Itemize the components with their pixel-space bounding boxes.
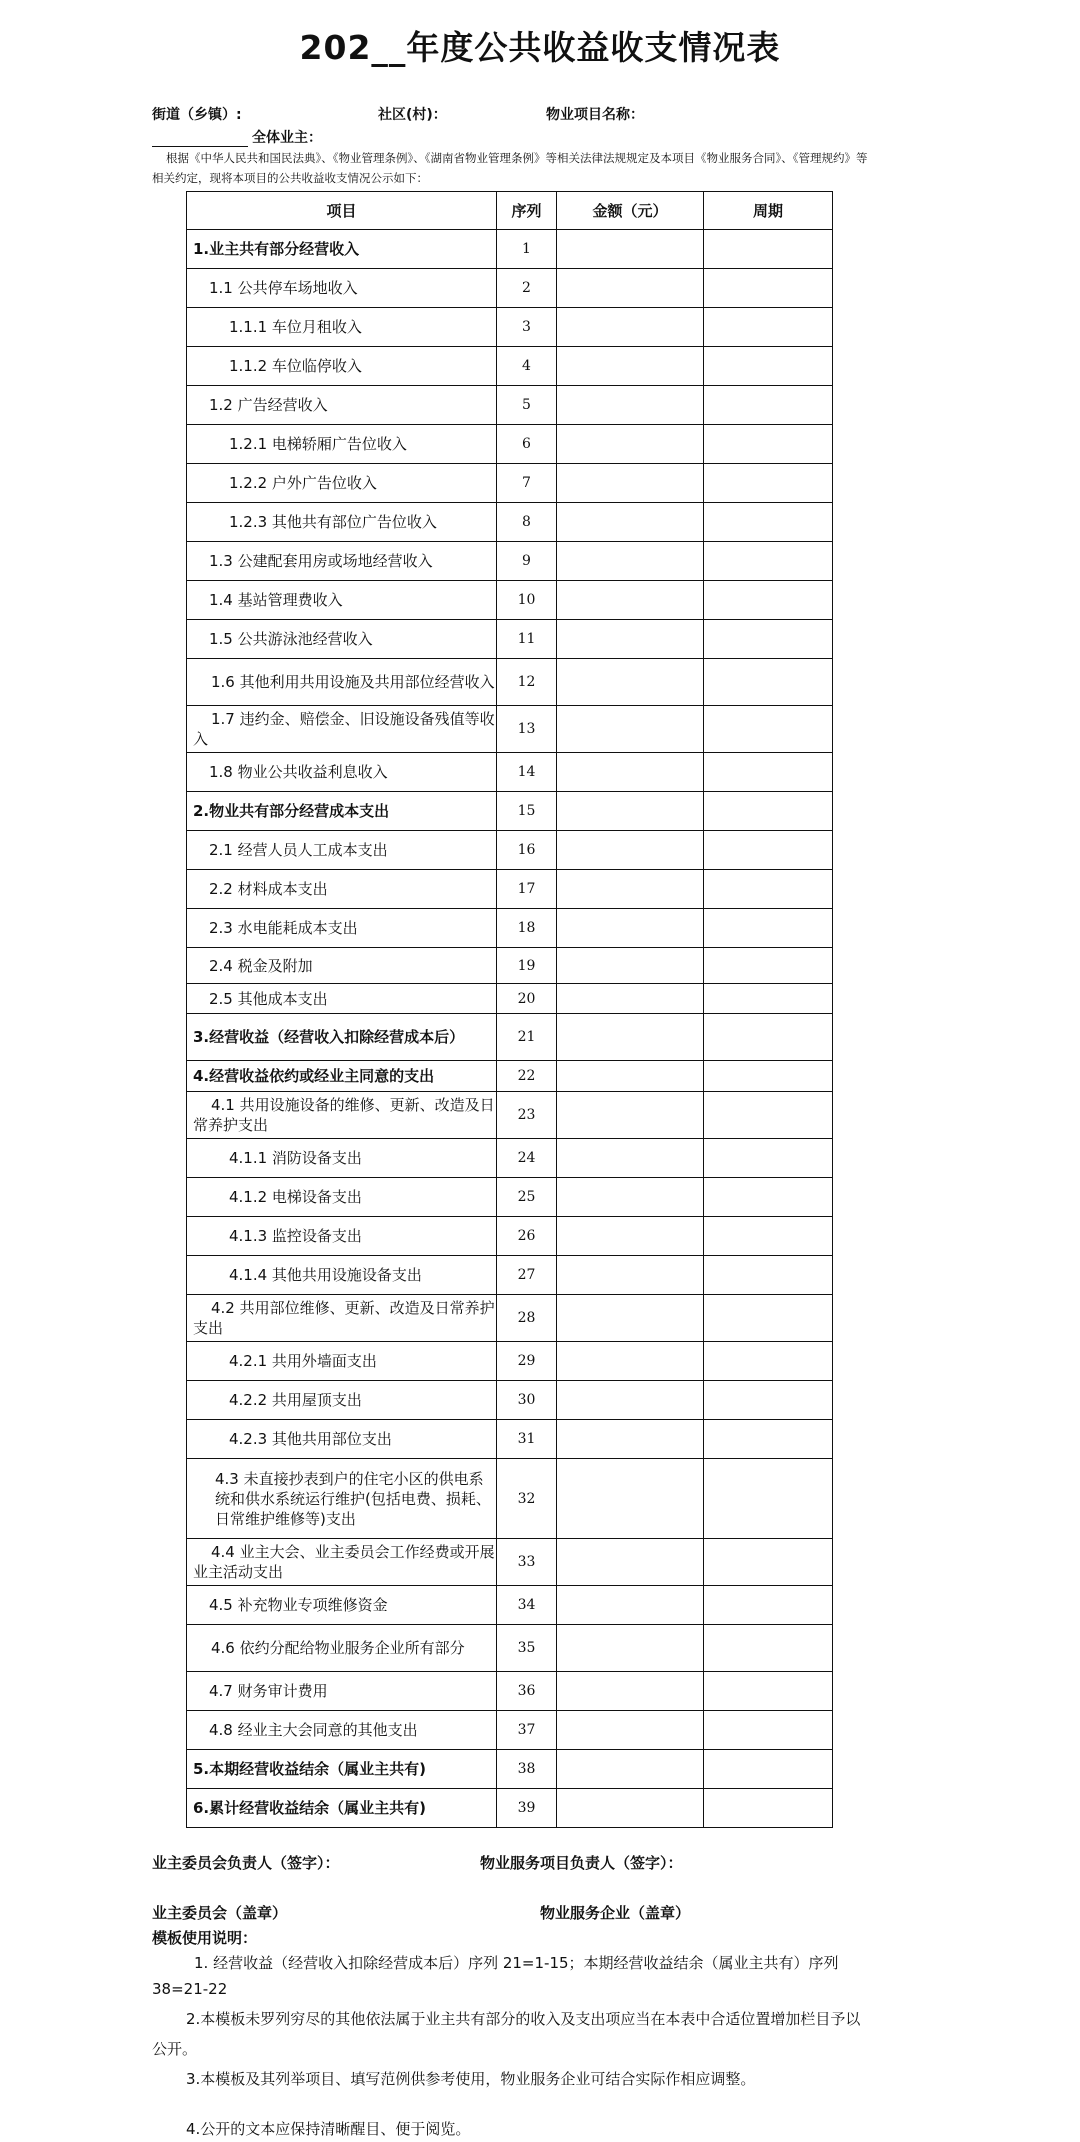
intro-paragraph: 根据《中华人民共和国民法典》、《物业管理条例》、《湖南省物业管理条例》等相关法律法规规定及本项目《物业服务合同》、《管理规约》等相关约定，现将本项目的公共收益收支情况公示如下： — [152, 151, 868, 185]
row-item-label: 4.2 共用部位维修、更新、改造及日常养护支出 — [187, 1295, 497, 1342]
table-row — [187, 1711, 833, 1750]
table-row — [187, 659, 833, 706]
row-period-cell[interactable] — [704, 1625, 833, 1672]
table-row — [187, 792, 833, 831]
row-seq: 20 — [497, 984, 557, 1014]
table-row — [187, 503, 833, 542]
row-amount-cell[interactable] — [557, 909, 704, 948]
row-seq: 37 — [497, 1711, 557, 1750]
row-item-label: 2.物业共有部分经营成本支出 — [187, 792, 497, 831]
row-amount-cell[interactable] — [557, 1625, 704, 1672]
row-amount-cell[interactable] — [557, 1539, 704, 1586]
table-row — [187, 1625, 833, 1672]
table-row — [187, 1256, 833, 1295]
row-amount-cell[interactable] — [557, 542, 704, 581]
note-1: 1. 经营收益（经营收入扣除经营成本后）序列 21=1-15；本期经营收益结余（属业主共有）序列 38=21-22 — [152, 1954, 839, 1998]
row-item-label: 4.4 业主大会、业主委员会工作经费或开展业主活动支出 — [187, 1539, 497, 1586]
header-item: 项目 — [187, 192, 497, 230]
row-amount-cell[interactable] — [557, 1459, 704, 1539]
row-item-label: 1.1 公共停车场地收入 — [187, 269, 497, 308]
table-row — [187, 581, 833, 620]
row-period-cell[interactable] — [704, 706, 833, 753]
row-seq: 34 — [497, 1586, 557, 1625]
table-row — [187, 1586, 833, 1625]
row-seq: 27 — [497, 1256, 557, 1295]
row-item-label: 1.5 公共游泳池经营收入 — [187, 620, 497, 659]
header-amount: 金额（元） — [557, 192, 704, 230]
row-amount-cell[interactable] — [557, 1750, 704, 1789]
row-amount-cell[interactable] — [557, 753, 704, 792]
row-item-label: 1.7 违约金、赔偿金、旧设施设备残值等收入 — [187, 706, 497, 753]
row-seq: 11 — [497, 620, 557, 659]
row-period-cell[interactable] — [704, 1539, 833, 1586]
row-item-label: 1.8 物业公共收益利息收入 — [187, 753, 497, 792]
row-period-cell[interactable] — [704, 1459, 833, 1539]
row-amount-cell[interactable] — [557, 1381, 704, 1420]
row-item-label: 5.本期经营收益结余（属业主共有) — [187, 1750, 497, 1789]
table-row — [187, 620, 833, 659]
row-amount-cell[interactable] — [557, 1092, 704, 1139]
row-amount-cell[interactable] — [557, 659, 704, 706]
income-expense-table — [186, 191, 833, 1828]
table-row — [187, 706, 833, 753]
table-header-row — [187, 192, 833, 230]
table-row — [187, 1420, 833, 1459]
table-row — [187, 1672, 833, 1711]
row-item-label: 4.7 财务审计费用 — [187, 1672, 497, 1711]
row-item-label: 4.3 未直接抄表到户的住宅小区的供电系统和供水系统运行维护(包括电费、损耗、日常维护维修等)支出 — [187, 1459, 497, 1539]
row-amount-cell[interactable] — [557, 347, 704, 386]
row-period-cell[interactable] — [704, 1381, 833, 1420]
row-period-cell[interactable] — [704, 425, 833, 464]
row-item-label: 1.6 其他利用共用设施及共用部位经营收入 — [187, 659, 497, 706]
row-period-cell[interactable] — [704, 1217, 833, 1256]
row-period-cell[interactable] — [704, 753, 833, 792]
row-period-cell[interactable] — [704, 1420, 833, 1459]
table-row — [187, 1381, 833, 1420]
row-amount-cell[interactable] — [557, 386, 704, 425]
row-amount-cell[interactable] — [557, 620, 704, 659]
row-period-cell[interactable] — [704, 1342, 833, 1381]
table-row — [187, 1750, 833, 1789]
table-row — [187, 1178, 833, 1217]
table-row — [187, 831, 833, 870]
table-row — [187, 464, 833, 503]
row-seq: 32 — [497, 1459, 557, 1539]
table-row — [187, 1295, 833, 1342]
row-item-label: 1.3 公建配套用房或场地经营收入 — [187, 542, 497, 581]
row-period-cell[interactable] — [704, 1711, 833, 1750]
row-item-label: 4.6 依约分配给物业服务企业所有部分 — [187, 1625, 497, 1672]
row-period-cell[interactable] — [704, 831, 833, 870]
row-seq: 1 — [497, 230, 557, 269]
row-period-cell[interactable] — [704, 347, 833, 386]
row-seq: 6 — [497, 425, 557, 464]
note-2: 2.本模板未罗列穷尽的其他依法属于业主共有部分的收入及支出项应当在本表中合适位置增加栏目予以公开。 — [152, 2010, 861, 2058]
row-period-cell[interactable] — [704, 1014, 833, 1061]
page-title: 202__年度公共收益收支情况表 — [299, 28, 781, 67]
row-seq: 13 — [497, 706, 557, 753]
row-period-cell[interactable] — [704, 1789, 833, 1828]
row-seq: 10 — [497, 581, 557, 620]
row-seq: 12 — [497, 659, 557, 706]
row-amount-cell[interactable] — [557, 1295, 704, 1342]
committee-sign-label: 业主委员会负责人（签字）： — [152, 1854, 340, 1872]
table-row — [187, 948, 833, 984]
row-period-cell[interactable] — [704, 1586, 833, 1625]
row-item-label: 3.经营收益（经营收入扣除经营成本后） — [187, 1014, 497, 1061]
row-seq: 35 — [497, 1625, 557, 1672]
property-seal-label: 物业服务企业（盖章） — [540, 1904, 691, 1922]
row-seq: 39 — [497, 1789, 557, 1828]
row-amount-cell[interactable] — [557, 1217, 704, 1256]
row-amount-cell[interactable] — [557, 308, 704, 347]
addressee-label: 全体业主： — [252, 130, 322, 146]
table-row — [187, 269, 833, 308]
row-seq: 21 — [497, 1014, 557, 1061]
row-period-cell[interactable] — [704, 1295, 833, 1342]
row-amount-cell[interactable] — [557, 1586, 704, 1625]
row-period-cell[interactable] — [704, 1672, 833, 1711]
row-amount-cell[interactable] — [557, 1139, 704, 1178]
row-item-label: 4.1.2 电梯设备支出 — [187, 1178, 497, 1217]
row-seq: 31 — [497, 1420, 557, 1459]
row-amount-cell[interactable] — [557, 230, 704, 269]
row-seq: 25 — [497, 1178, 557, 1217]
row-amount-cell[interactable] — [557, 831, 704, 870]
row-amount-cell[interactable] — [557, 503, 704, 542]
row-item-label: 6.累计经营收益结余（属业主共有) — [187, 1789, 497, 1828]
table-row — [187, 1539, 833, 1586]
row-item-label: 4.1.4 其他共用设施设备支出 — [187, 1256, 497, 1295]
row-item-label: 1.1.1 车位月租收入 — [187, 308, 497, 347]
row-item-label: 2.5 其他成本支出 — [187, 984, 497, 1014]
row-period-cell[interactable] — [704, 909, 833, 948]
row-amount-cell[interactable] — [557, 948, 704, 984]
committee-seal-label: 业主委员会（盖章） — [152, 1904, 288, 1922]
row-seq: 30 — [497, 1381, 557, 1420]
row-item-label: 2.4 税金及附加 — [187, 948, 497, 984]
row-period-cell[interactable] — [704, 542, 833, 581]
row-seq: 19 — [497, 948, 557, 984]
addressee — [152, 127, 322, 147]
row-amount-cell[interactable] — [557, 870, 704, 909]
row-amount-cell[interactable] — [557, 1342, 704, 1381]
table-row — [187, 753, 833, 792]
row-item-label: 4.2.2 共用屋顶支出 — [187, 1381, 497, 1420]
table-row — [187, 1139, 833, 1178]
row-amount-cell[interactable] — [557, 984, 704, 1014]
row-amount-cell[interactable] — [557, 1420, 704, 1459]
row-item-label: 1.2 广告经营收入 — [187, 386, 497, 425]
row-amount-cell[interactable] — [557, 706, 704, 753]
row-item-label: 4.1.3 监控设备支出 — [187, 1217, 497, 1256]
table-row — [187, 909, 833, 948]
row-amount-cell[interactable] — [557, 1672, 704, 1711]
table-row — [187, 230, 833, 269]
row-item-label: 4.1 共用设施设备的维修、更新、改造及日常养护支出 — [187, 1092, 497, 1139]
header-seq: 序列 — [497, 192, 557, 230]
header-period: 周期 — [704, 192, 833, 230]
row-item-label: 2.1 经营人员人工成本支出 — [187, 831, 497, 870]
row-seq: 9 — [497, 542, 557, 581]
row-seq: 18 — [497, 909, 557, 948]
row-seq: 38 — [497, 1750, 557, 1789]
table-row — [187, 1459, 833, 1539]
row-amount-cell[interactable] — [557, 1014, 704, 1061]
row-period-cell[interactable] — [704, 620, 833, 659]
row-period-cell[interactable] — [704, 1061, 833, 1092]
row-item-label: 1.业主共有部分经营收入 — [187, 230, 497, 269]
row-seq: 5 — [497, 386, 557, 425]
table-row — [187, 425, 833, 464]
row-item-label: 1.4 基站管理费收入 — [187, 581, 497, 620]
row-seq: 24 — [497, 1139, 557, 1178]
addressee-blank — [152, 132, 248, 147]
table-row — [187, 1061, 833, 1092]
row-period-cell[interactable] — [704, 581, 833, 620]
row-item-label: 4.经营收益依约或经业主同意的支出 — [187, 1061, 497, 1092]
table-row — [187, 1092, 833, 1139]
row-seq: 17 — [497, 870, 557, 909]
row-seq: 36 — [497, 1672, 557, 1711]
row-period-cell[interactable] — [704, 1750, 833, 1789]
row-period-cell[interactable] — [704, 308, 833, 347]
row-amount-cell[interactable] — [557, 425, 704, 464]
row-period-cell[interactable] — [704, 386, 833, 425]
table-row — [187, 984, 833, 1014]
table-row — [187, 1217, 833, 1256]
row-item-label: 1.2.2 户外广告位收入 — [187, 464, 497, 503]
row-period-cell[interactable] — [704, 984, 833, 1014]
street-label: 街道（乡镇）: — [152, 107, 242, 123]
row-seq: 7 — [497, 464, 557, 503]
row-amount-cell[interactable] — [557, 1061, 704, 1092]
row-period-cell[interactable] — [704, 948, 833, 984]
table-row — [187, 308, 833, 347]
row-item-label: 4.1.1 消防设备支出 — [187, 1139, 497, 1178]
row-amount-cell[interactable] — [557, 269, 704, 308]
property-sign-label: 物业服务项目负责人（签字）： — [480, 1854, 683, 1872]
row-item-label: 4.2.1 共用外墙面支出 — [187, 1342, 497, 1381]
row-amount-cell[interactable] — [557, 1789, 704, 1828]
row-amount-cell[interactable] — [557, 1711, 704, 1750]
row-item-label: 4.2.3 其他共用部位支出 — [187, 1420, 497, 1459]
row-period-cell[interactable] — [704, 1256, 833, 1295]
community-label: 社区(村)： — [378, 107, 447, 123]
project-name-label: 物业项目名称： — [546, 107, 644, 123]
row-seq: 16 — [497, 831, 557, 870]
row-period-cell[interactable] — [704, 230, 833, 269]
row-period-cell[interactable] — [704, 464, 833, 503]
row-amount-cell[interactable] — [557, 1178, 704, 1217]
row-seq: 15 — [497, 792, 557, 831]
row-seq: 33 — [497, 1539, 557, 1586]
row-period-cell[interactable] — [704, 1139, 833, 1178]
row-seq: 23 — [497, 1092, 557, 1139]
row-item-label: 4.8 经业主大会同意的其他支出 — [187, 1711, 497, 1750]
row-amount-cell[interactable] — [557, 464, 704, 503]
row-period-cell[interactable] — [704, 1092, 833, 1139]
row-item-label: 2.3 水电能耗成本支出 — [187, 909, 497, 948]
row-seq: 3 — [497, 308, 557, 347]
notes-heading: 模板使用说明： — [152, 1929, 258, 1947]
row-seq: 22 — [497, 1061, 557, 1092]
note-4: 4.公开的文本应保持清晰醒目、便于阅览。 — [186, 2120, 471, 2138]
row-seq: 29 — [497, 1342, 557, 1381]
table-row — [187, 870, 833, 909]
table-row — [187, 386, 833, 425]
row-period-cell[interactable] — [704, 503, 833, 542]
row-seq: 14 — [497, 753, 557, 792]
row-period-cell[interactable] — [704, 659, 833, 706]
row-seq: 2 — [497, 269, 557, 308]
row-amount-cell[interactable] — [557, 581, 704, 620]
row-item-label: 1.2.1 电梯轿厢广告位收入 — [187, 425, 497, 464]
row-period-cell[interactable] — [704, 269, 833, 308]
note-3: 3.本模板及其列举项目、填写范例供参考使用，物业服务企业可结合实际作相应调整。 — [186, 2070, 756, 2088]
row-seq: 26 — [497, 1217, 557, 1256]
row-amount-cell[interactable] — [557, 1256, 704, 1295]
row-item-label: 4.5 补充物业专项维修资金 — [187, 1586, 497, 1625]
table-row — [187, 1014, 833, 1061]
row-seq: 8 — [497, 503, 557, 542]
row-item-label: 2.2 材料成本支出 — [187, 870, 497, 909]
table-row — [187, 1789, 833, 1828]
table-row — [187, 1342, 833, 1381]
row-period-cell[interactable] — [704, 1178, 833, 1217]
table-row — [187, 347, 833, 386]
row-period-cell[interactable] — [704, 870, 833, 909]
table-row — [187, 542, 833, 581]
row-amount-cell[interactable] — [557, 792, 704, 831]
row-seq: 28 — [497, 1295, 557, 1342]
row-item-label: 1.2.3 其他共有部位广告位收入 — [187, 503, 497, 542]
row-seq: 4 — [497, 347, 557, 386]
row-item-label: 1.1.2 车位临停收入 — [187, 347, 497, 386]
row-period-cell[interactable] — [704, 792, 833, 831]
